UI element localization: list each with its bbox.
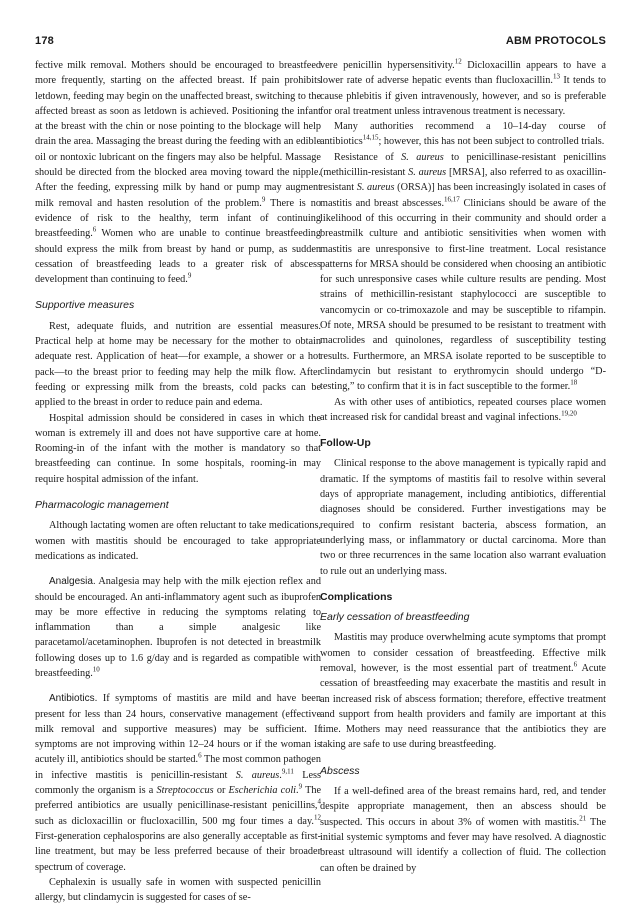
subheading-supportive-measures: Supportive measures bbox=[35, 299, 135, 312]
paragraph-abscess: If a well-defined area of the breast remains hard, red, and tender despite appropriate management, then an abscess should be suspected. This occurs in about 3% of women with mastitis.$^{21}$ The initial systemic symptoms and fever may have resolved. A diagnostic breast ultrasound will identify a collection of fluid. The collection can often be drained by bbox=[320, 786, 606, 874]
subheading-pharmacologic-management: Pharmacologic management bbox=[35, 499, 169, 512]
citation: 9 bbox=[261, 195, 266, 204]
running-head: ABM PROTOCOLS bbox=[505, 35, 606, 47]
paragraph-course-length: Many authorities recommend a 10–14-day course of antibiotics$^{14,15}$; however, this has not been subject to controlled trials. bbox=[320, 121, 606, 148]
right-column bbox=[320, 58, 606, 876]
paragraph-clinical-response: Clinical response to the above management is typically rapid and dramatic. If the symptoms of mastitis fail to resolve within several days of appropriate management, including antibiotics, differential diagnoses should be considered. Further investigations may be required to confirm resistant bacteria, abscess formation, an underlying mass, or inflammatory or ductal carcinoma. More than two or three recurrences in the same location also warrant evaluation to rule out an underlying mass. bbox=[320, 458, 606, 577]
page-number: 178 bbox=[35, 35, 54, 47]
paragraph-rest: Rest, adequate fluids, and nutrition are essential measures. Practical help at home may be necessary for the mother to obtain adequate rest. Application of heat—for example, a shower or a hot pack—to the breast prior to feeding may help the milk flow. After feeding or expressing milk from the breasts, cold packs can be applied to the breast in order to reduce pain and edema. bbox=[35, 320, 321, 409]
citation: 10 bbox=[92, 665, 100, 674]
citation: 9 bbox=[187, 271, 192, 280]
paragraph-analgesia: Analgesia. Analgesia may help with the milk ejection reflex and should be encouraged. An anti-inflammatory agent such as ibuprofen may be more effective in reducing the symptoms relating to inflammation than a simple analgesic like paracetamol/acetaminophen. Ibuprofen is not detected in breastmilk following doses up to 1.6 g/day and is regarded as compatible with breastfeeding.$^{10}$ bbox=[35, 576, 321, 679]
subheading-abscess: Abscess bbox=[320, 764, 360, 777]
paragraph-dicloxacillin: vere penicillin hypersensitivity.$^{12}$ Dicloxacillin appears to have a lower rate of adverse hepatic events than flucloxacillin.$^{13}$ It tends to cause phlebitis if given intravenously, however, and so is preferable for oral treatment unless intravenous treatment is necessary. bbox=[320, 57, 606, 117]
subheading-early-cessation: Early cessation of breastfeeding bbox=[320, 611, 470, 624]
runin-antibiotics: Antibiotics. bbox=[49, 693, 98, 705]
page-header bbox=[35, 35, 606, 47]
heading-complications: Complications bbox=[320, 590, 393, 603]
citation: 6 bbox=[92, 225, 97, 234]
left-column bbox=[35, 58, 321, 905]
paragraph-medications: Although lactating women are often reluctant to take medications, women with mastitis should be encouraged to take appropriate medications as indicated. bbox=[35, 520, 321, 562]
paragraph-candidal-risk: As with other uses of antibiotics, repeated courses place women at increased risk for candidal breast and vaginal infections.$^{19,20}$ bbox=[320, 396, 606, 423]
paragraph-milk-removal: fective milk removal. Mothers should be encouraged to breastfeed more frequently, starting on the affected breast. If pain prohibits letdown, feeding may begin on the unaffected breast, switching to the affected breast as soon as letdown is achieved. Positioning the infant at the breast with the chin or nose pointing to the blockage will help drain the area. Massaging the breast during the feeding with an edible oil or nontoxic lubricant on the fingers may also be helpful. Massage should be directed from the blocked area moving toward the nipple. After the feeding, expressing milk by hand or pump may augment milk removal and hasten resolution of the problem.$^9$ There is no evidence of risk to the healthy, term infant of continuing breastfeeding.$^6$ Women who are unable to continue breastfeeding should express the milk from breast by hand or pump, as sudden cessation of breastfeeding leads to a greater risk of abscess development than continuing to feed.$^9$ bbox=[35, 60, 321, 286]
runin-analgesia: Analgesia. bbox=[49, 576, 96, 588]
paragraph-hospital-admission: Hospital admission should be considered in cases in which the woman is extremely ill and does not have supportive care at home. Rooming-in of the infant with the mother is mandatory so that breastfeeding can continue. In some hospitals, rooming-in may require hospital admission of the infant. bbox=[35, 412, 321, 485]
paragraph-mrsa: Resistance of S. aureus to penicillinase-resistant penicillins (methicillin-resistant S. aureus [MRSA], also referred to as oxacillin-resistant S. aureus (ORSA)] has been increasingly isolated in cases of mastitis and breast abscesses.$^{16,17}$ Clinicians should be aware of the likelihood of this occurring in their community and should order a breastmilk culture and antibiotic sensitivities when women with mastitis are unresponsive to first-line treatment. Local resistance patterns for MRSA should be considered when choosing an antibiotic for such unresponsive cases while culture results are pending. Most strains of methicillin-resistant staphylococci are susceptible to vancomycin or co-trimoxazole and may be susceptible to rifampin. Of note, MRSA should be presumed to be resistant to treatment with macrolides and quinolones, regardless of susceptibility testing results. Furthermore, an MRSA isolate reported to be susceptible to clindamycin but resistant to erythromycin should undergo “D-testing,” to confirm that it is in fact susceptible to the former.$^{18}$ bbox=[320, 151, 607, 393]
heading-follow-up: Follow-Up bbox=[320, 437, 371, 450]
paragraph-early-cessation: Mastitis may produce overwhelming acute symptoms that prompt women to consider cessation of breastfeeding. Effective milk removal, however, is the most essential part of treatment.$^6$ Acute cessation of breastfeeding may exacerbate the mastitis and result in an increased risk of abscess formation; therefore, effective treatment and support from health providers and family are important at this time. Mothers may need reassurance that the antibiotics they are taking are safe to use during breastfeeding. bbox=[320, 632, 606, 751]
paragraph-cephalexin: Cephalexin is usually safe in women with suspected penicillin allergy, but clindamycin is suggested for cases of se- bbox=[35, 876, 321, 904]
paragraph-antibiotics: Antibiotics. If symptoms of mastitis are mild and have been present for less than 24 hours, conservative management (effective milk removal and supportive measures) may be sufficient. If symptoms are not improving within 12–24 hours or if the woman is acutely ill, antibiotics should be started.$^6$ The most common pathogen in infective mastitis is penicillin-resistant S. aureus.$^{9,11}$ Less commonly the organism is a Streptococcus or Escherichia coli.$^9$ The preferred antibiotics are usually penicillinase-resistant penicillins,$^4$ such as dicloxacillin or flucloxacillin, 500 mg four times a day.$^{12}$ First-generation cephalosporins are also generally acceptable as first-line treatment, but may be less preferred because of their broader spectrum of coverage. bbox=[35, 693, 322, 873]
